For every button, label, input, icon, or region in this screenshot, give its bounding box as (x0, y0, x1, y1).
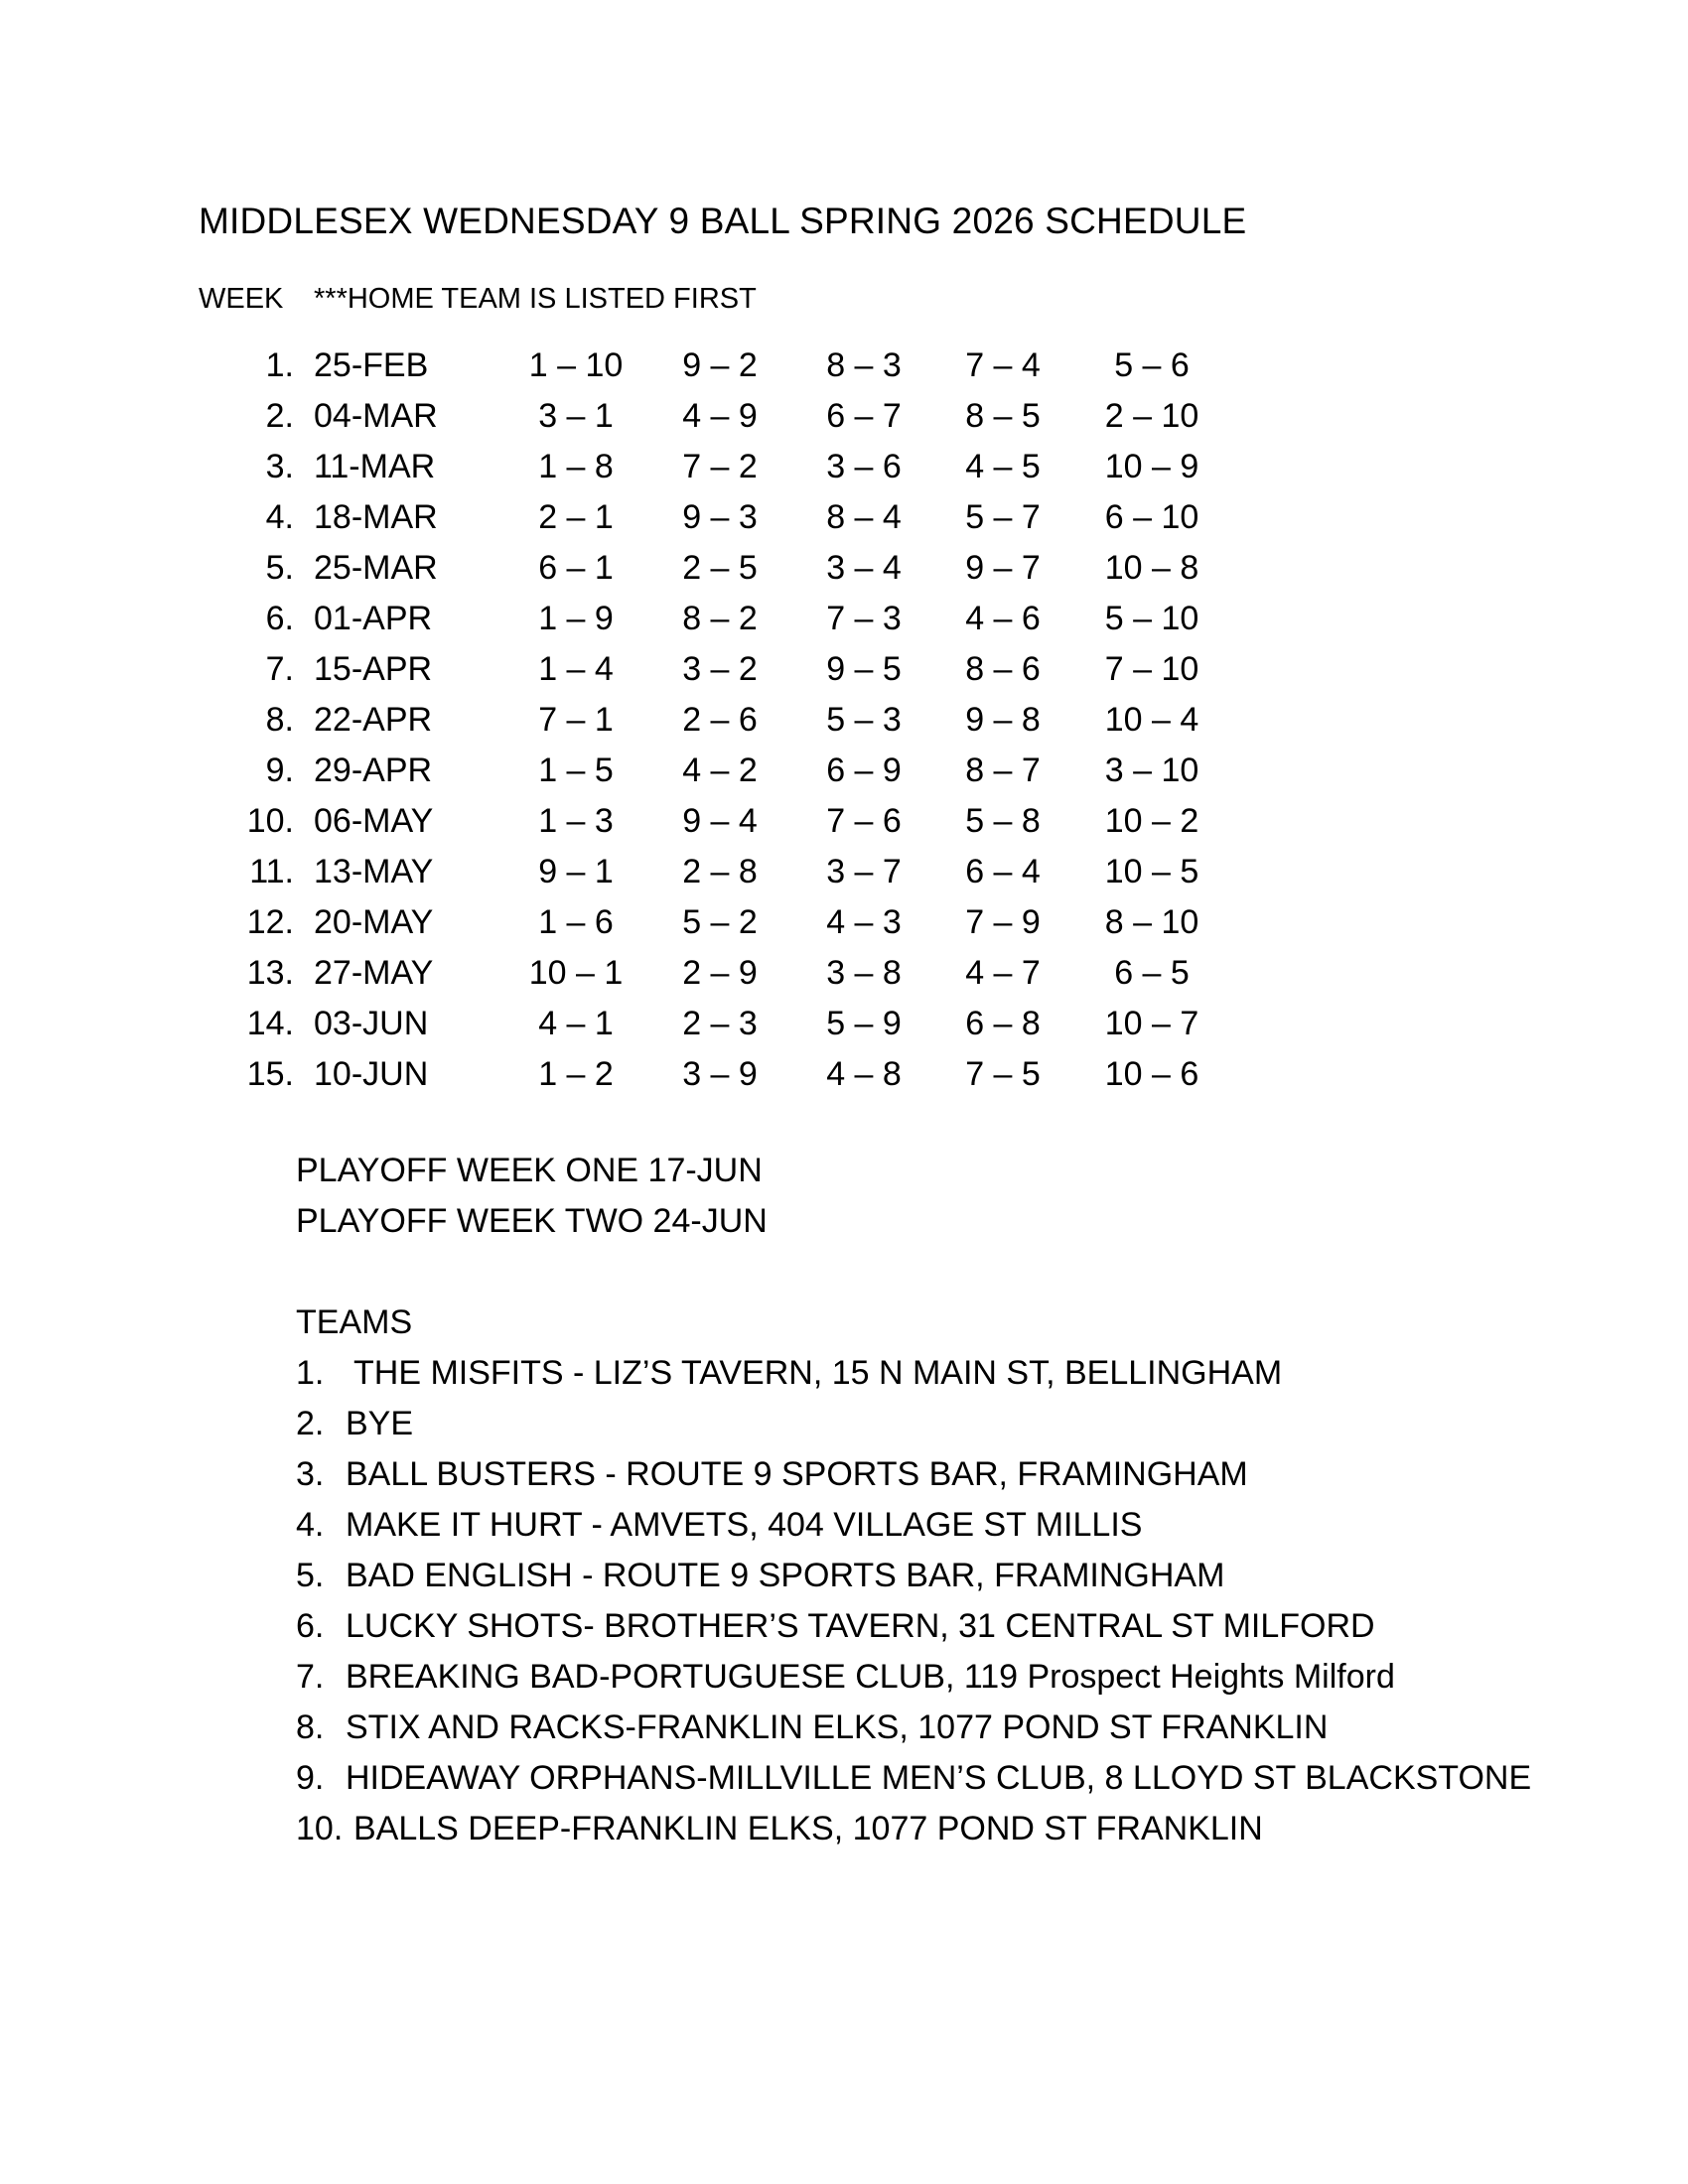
match: 9 – 5 (826, 650, 902, 688)
match: 5 – 6 (1114, 346, 1190, 384)
match: 7 – 10 (1104, 650, 1199, 688)
match: 2 – 5 (682, 549, 758, 587)
schedule-row (0, 549, 1688, 600)
schedule-row (0, 853, 1688, 903)
match: 3 – 2 (682, 650, 758, 688)
week-date: 25-FEB (314, 346, 429, 384)
match: 8 – 3 (826, 346, 902, 384)
match: 5 – 3 (826, 701, 902, 739)
match: 7 – 9 (965, 903, 1041, 941)
week-number: 10. (246, 802, 294, 840)
page-title: MIDDLESEX WEDNESDAY 9 BALL SPRING 2026 SCHEDULE (199, 201, 1247, 241)
week-date: 20-MAY (314, 903, 434, 941)
teams-section (296, 1303, 1532, 1860)
match: 7 – 2 (682, 448, 758, 485)
match: 10 – 5 (1104, 853, 1199, 890)
match: 1 – 2 (538, 1055, 614, 1093)
week-date: 15-APR (314, 650, 433, 688)
match: 1 – 10 (528, 346, 624, 384)
week-number: 4. (265, 498, 294, 536)
schedule-row (0, 498, 1688, 549)
week-date: 11-MAR (314, 448, 436, 485)
match: 1 – 3 (538, 802, 614, 840)
schedule-row (0, 397, 1688, 448)
team-number: 2. (296, 1405, 325, 1442)
match: 2 – 1 (538, 498, 614, 536)
match: 7 – 4 (965, 346, 1041, 384)
playoff-week-one: PLAYOFF WEEK ONE 17-JUN (296, 1152, 763, 1189)
schedule-row (0, 954, 1688, 1005)
week-number: 14. (246, 1005, 294, 1042)
match: 1 – 9 (538, 600, 614, 637)
match: 2 – 3 (682, 1005, 758, 1042)
match: 4 – 9 (682, 397, 758, 435)
week-number: 9. (265, 751, 294, 789)
match: 6 – 8 (965, 1005, 1041, 1042)
schedule-row (0, 701, 1688, 751)
team-item (296, 1354, 1283, 1405)
home-team-note: ***HOME TEAM IS LISTED FIRST (314, 283, 757, 315)
week-date: 13-MAY (314, 853, 434, 890)
team-text: LUCKY SHOTS- BROTHER’S TAVERN, 31 CENTRAL ST MILFORD (346, 1607, 1375, 1645)
match: 5 – 8 (965, 802, 1041, 840)
schedule-row (0, 903, 1688, 954)
match: 4 – 2 (682, 751, 758, 789)
schedule-row (0, 600, 1688, 650)
week-date: 22-APR (314, 701, 433, 739)
team-number: 5. (296, 1557, 325, 1594)
match: 10 – 2 (1104, 802, 1199, 840)
match: 7 – 3 (826, 600, 902, 637)
schedule-row (0, 650, 1688, 701)
match: 6 – 10 (1104, 498, 1199, 536)
match: 5 – 10 (1104, 600, 1199, 637)
team-item (296, 1405, 412, 1455)
match: 10 – 4 (1104, 701, 1199, 739)
match: 8 – 2 (682, 600, 758, 637)
team-text: THE MISFITS - LIZ’S TAVERN, 15 N MAIN ST, BELLINGHAM (353, 1354, 1283, 1392)
week-date: 25-MAR (314, 549, 438, 587)
match: 8 – 7 (965, 751, 1041, 789)
team-item (296, 1759, 1532, 1810)
team-text: BYE (346, 1405, 414, 1442)
match: 2 – 8 (682, 853, 758, 890)
week-number: 6. (265, 600, 294, 637)
match: 8 – 5 (965, 397, 1041, 435)
match: 4 – 6 (965, 600, 1041, 637)
match: 8 – 10 (1104, 903, 1199, 941)
match: 2 – 10 (1104, 397, 1199, 435)
match: 5 – 7 (965, 498, 1041, 536)
match: 9 – 7 (965, 549, 1041, 587)
schedule-row (0, 1005, 1688, 1055)
match: 9 – 2 (682, 346, 758, 384)
match: 1 – 8 (538, 448, 614, 485)
team-text: BAD ENGLISH - ROUTE 9 SPORTS BAR, FRAMINGHAM (346, 1557, 1225, 1594)
week-number: 2. (265, 397, 294, 435)
team-number: 9. (296, 1759, 325, 1797)
team-item (296, 1557, 1225, 1607)
match: 7 – 5 (965, 1055, 1041, 1093)
playoffs-section (296, 1152, 768, 1253)
team-item (296, 1810, 1263, 1860)
week-date: 29-APR (314, 751, 433, 789)
week-number: 7. (265, 650, 294, 688)
match: 1 – 5 (538, 751, 614, 789)
team-number: 8. (296, 1708, 325, 1746)
week-number: 15. (246, 1055, 294, 1093)
team-number: 1. (296, 1354, 325, 1392)
team-number: 4. (296, 1506, 325, 1544)
schedule-row (0, 448, 1688, 498)
week-number: 13. (246, 954, 294, 992)
team-item (296, 1506, 1143, 1557)
week-number: 5. (265, 549, 294, 587)
match: 9 – 4 (682, 802, 758, 840)
schedule-row (0, 751, 1688, 802)
match: 3 – 7 (826, 853, 902, 890)
playoff-week-two: PLAYOFF WEEK TWO 24-JUN (296, 1202, 768, 1240)
match: 4 – 5 (965, 448, 1041, 485)
match: 9 – 3 (682, 498, 758, 536)
match: 7 – 1 (538, 701, 614, 739)
team-number: 6. (296, 1607, 325, 1645)
week-date: 06-MAY (314, 802, 434, 840)
match: 3 – 8 (826, 954, 902, 992)
team-item (296, 1607, 1375, 1658)
team-item (296, 1455, 1248, 1506)
match: 8 – 4 (826, 498, 902, 536)
match: 3 – 4 (826, 549, 902, 587)
match: 10 – 1 (528, 954, 624, 992)
match: 5 – 2 (682, 903, 758, 941)
team-item (296, 1708, 1329, 1759)
match: 10 – 6 (1104, 1055, 1199, 1093)
match: 10 – 8 (1104, 549, 1199, 587)
team-number: 7. (296, 1658, 325, 1696)
match: 4 – 8 (826, 1055, 902, 1093)
week-number: 8. (265, 701, 294, 739)
team-text: HIDEAWAY ORPHANS-MILLVILLE MEN’S CLUB, 8 LLOYD ST BLACKSTONE (346, 1759, 1532, 1797)
team-text: BALL BUSTERS - ROUTE 9 SPORTS BAR, FRAMINGHAM (346, 1455, 1248, 1493)
week-number: 3. (265, 448, 294, 485)
match: 8 – 6 (965, 650, 1041, 688)
team-text: BALLS DEEP-FRANKLIN ELKS, 1077 POND ST FRANKLIN (353, 1810, 1263, 1847)
team-item (296, 1658, 1395, 1708)
match: 2 – 9 (682, 954, 758, 992)
match: 3 – 1 (538, 397, 614, 435)
match: 3 – 6 (826, 448, 902, 485)
week-date: 04-MAR (314, 397, 438, 435)
match: 3 – 9 (682, 1055, 758, 1093)
team-text: STIX AND RACKS-FRANKLIN ELKS, 1077 POND ST FRANKLIN (346, 1708, 1329, 1746)
schedule-row (0, 802, 1688, 853)
week-number: 11. (249, 853, 294, 890)
team-number: 3. (296, 1455, 325, 1493)
match: 4 – 1 (538, 1005, 614, 1042)
match: 6 – 7 (826, 397, 902, 435)
match: 4 – 7 (965, 954, 1041, 992)
week-date: 18-MAR (314, 498, 438, 536)
schedule-row (0, 1055, 1688, 1106)
match: 4 – 3 (826, 903, 902, 941)
match: 9 – 8 (965, 701, 1041, 739)
match: 3 – 10 (1104, 751, 1199, 789)
match: 1 – 6 (538, 903, 614, 941)
schedule-row (0, 346, 1688, 397)
match: 6 – 5 (1114, 954, 1190, 992)
week-date: 27-MAY (314, 954, 434, 992)
teams-heading: TEAMS (296, 1303, 413, 1341)
match: 9 – 1 (538, 853, 614, 890)
week-number: 1. (265, 346, 294, 384)
match: 6 – 4 (965, 853, 1041, 890)
match: 6 – 9 (826, 751, 902, 789)
match: 2 – 6 (682, 701, 758, 739)
match: 5 – 9 (826, 1005, 902, 1042)
match: 6 – 1 (538, 549, 614, 587)
team-text: MAKE IT HURT - AMVETS, 404 VILLAGE ST MILLIS (346, 1506, 1143, 1544)
week-date: 10-JUN (314, 1055, 429, 1093)
team-text: BREAKING BAD-PORTUGUESE CLUB, 119 Prospect Heights Milford (346, 1658, 1395, 1696)
week-column-label: WEEK (199, 283, 284, 315)
week-number: 12. (246, 903, 294, 941)
week-date: 03-JUN (314, 1005, 429, 1042)
match: 7 – 6 (826, 802, 902, 840)
team-number: 10. (296, 1810, 344, 1847)
match: 10 – 7 (1104, 1005, 1199, 1042)
week-date: 01-APR (314, 600, 433, 637)
schedule-table (0, 346, 1688, 1106)
match: 10 – 9 (1104, 448, 1199, 485)
match: 1 – 4 (538, 650, 614, 688)
